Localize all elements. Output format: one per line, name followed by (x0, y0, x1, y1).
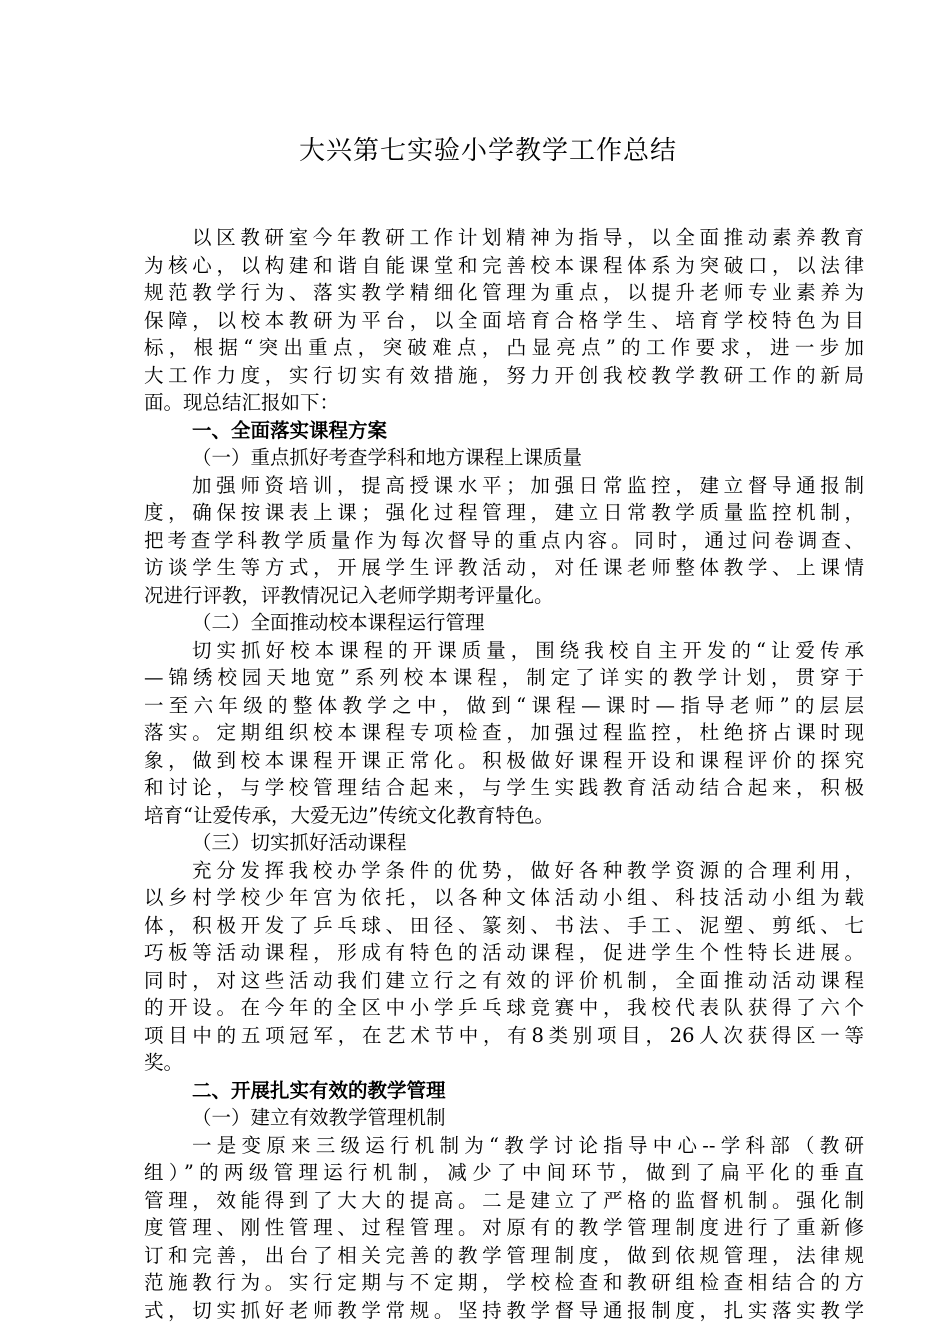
paragraph-line: 度，确保按课表上课；强化过程管理，建立日常教学质量监控机制， (144, 501, 864, 524)
subsection-heading: （一）重点抓好考查学科和地方课程上课质量 (192, 446, 583, 469)
paragraph-line: 况进行评教，评教情况记入老师学期考评量化。 (144, 583, 554, 607)
section-heading: 一、全面落实课程方案 (192, 418, 388, 442)
paragraph-line: 充分发挥我校办学条件的优势，做好各种教学资源的合理利用， (192, 858, 864, 882)
paragraph-line: 组）”的两级管理运行机制，减少了中间环节，做到了扁平化的垂直 (144, 1161, 864, 1184)
subsection-heading: （三）切实抓好活动课程 (192, 831, 407, 854)
paragraph-line: 标，根据“突出重点，突破难点，凸显亮点”的工作要求，进一步加 (144, 336, 864, 359)
paragraph-line: 培育“让爱传承，大爱无边”传统文化教育特色。 (144, 803, 554, 827)
paragraph-line: 以乡村学校少年宫为依托，以各种文体活动小组、科技活动小组为载 (144, 886, 864, 909)
paragraph-line: 加强师资培训，提高授课水平；加强日常监控，建立督导通报制 (192, 473, 864, 497)
paragraph-line: 度管理、刚性管理、过程管理。对原有的教学管理制度进行了重新修 (144, 1216, 864, 1239)
paragraph-line: 保障，以校本教研为平台，以全面培育合格学生、培育学校特色为目 (144, 308, 864, 332)
paragraph-line: 面。现总结汇报如下： (144, 391, 340, 414)
paragraph-line: 订和完善，出台了相关完善的教学管理制度，做到依规管理，法律规 (144, 1243, 864, 1267)
paragraph-line: 访谈学生等方式，开展学生评教活动，对任课老师整体教学、上课情 (144, 556, 864, 579)
paragraph-line: 范施教行为。实行定期与不定期，学校检查和教研组检查相结合的方 (144, 1271, 864, 1294)
document-body (144, 224, 864, 1324)
paragraph-line: 大工作力度，实行切实有效措施，努力开创我校教学教研工作的新局 (144, 363, 864, 387)
paragraph-line: 的开设。在今年的全区中小学乒乓球竞赛中，我校代表队获得了六个 (144, 996, 864, 1019)
paragraph-line: 和讨论，与学校管理结合起来，与学生实践教育活动结合起来，积极 (144, 776, 864, 799)
subsection-heading: （一）建立有效教学管理机制 (192, 1106, 446, 1129)
paragraph-line: 巧板等活动课程，形成有特色的活动课程，促进学生个性特长进展。 (144, 941, 864, 964)
paragraph-line: 把考查学科教学质量作为每次督导的重点内容。同时，通过问卷调查、 (144, 528, 864, 552)
paragraph-line: 体，积极开发了乒乓球、田径、篆刻、书法、手工、泥塑、剪纸、七 (144, 913, 864, 937)
paragraph-line: 落实。定期组织校本课程专项检查，加强过程监控，杜绝挤占课时现 (144, 721, 864, 744)
paragraph-line: 式，切实抓好老师教学常规。坚持教学督导通报制度，扎实落实教学 (144, 1298, 864, 1322)
paragraph-line: —锦绣校园天地宽”系列校本课程，制定了详实的教学计划，贯穿于 (144, 666, 864, 689)
paragraph-line: 规范教学行为、落实教学精细化管理为重点，以提升老师专业素养为 (144, 281, 864, 304)
document-title: 大兴第七实验小学教学工作总结 (298, 136, 677, 166)
paragraph-line: 以区教研室今年教研工作计划精神为指导，以全面推动素养教育 (192, 226, 864, 249)
section-heading: 二、开展扎实有效的教学管理 (192, 1078, 446, 1102)
paragraph-line: 切实抓好校本课程的开课质量，围绕我校自主开发的“让爱传承 (192, 638, 864, 662)
paragraph-line: 同时，对这些活动我们建立行之有效的评价机制，全面推动活动课程 (144, 968, 864, 992)
subsection-heading: （二）全面推动校本课程运行管理 (192, 611, 485, 634)
paragraph-line: 一至六年级的整体教学之中，做到“课程—课时—指导老师”的层层 (144, 693, 864, 717)
paragraph-line: 为核心，以构建和谐自能课堂和完善校本课程体系为突破口，以法律 (144, 253, 864, 277)
paragraph-line: 项目中的五项冠军，在艺术节中，有8类别项目，26人次获得区一等 (144, 1023, 864, 1047)
paragraph-line: 象，做到校本课程开课正常化。积极做好课程开设和课程评价的探究 (144, 748, 864, 772)
paragraph-line: 一是变原来三级运行机制为“教学讨论指导中心--学科部（教研 (192, 1133, 864, 1157)
paragraph-line: 管理，效能得到了大大的提高。二是建立了严格的监督机制。强化制 (144, 1188, 864, 1212)
paragraph-line: 奖。 (144, 1051, 184, 1074)
